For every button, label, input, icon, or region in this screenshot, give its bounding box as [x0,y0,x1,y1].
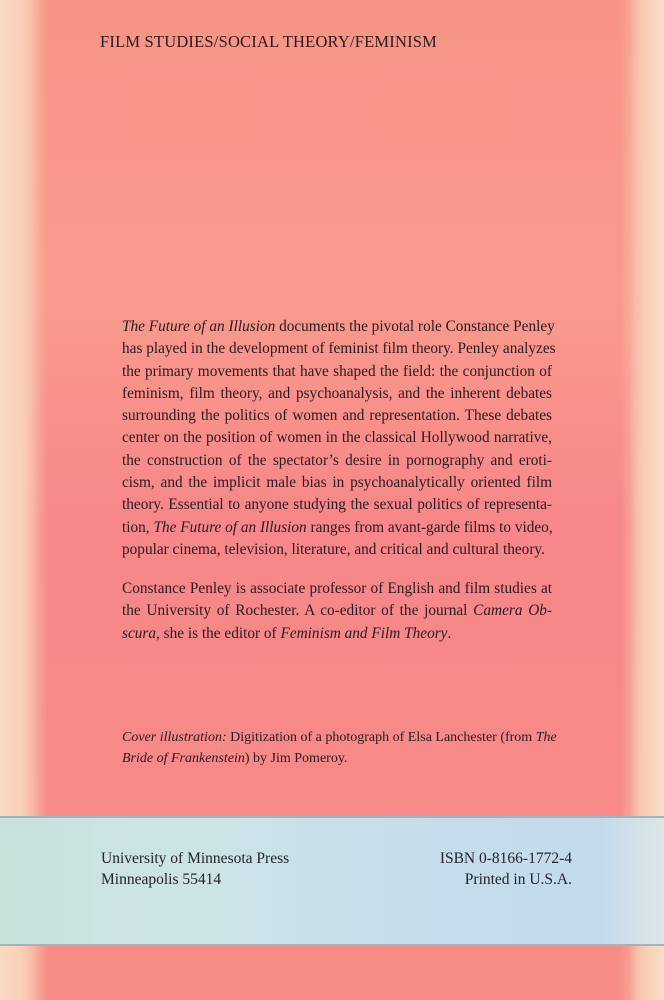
bio-text: the University of Rochester. A co-editor of the journal [122,602,474,620]
author-bio [122,578,552,645]
bio-text: . [447,624,452,642]
book-title-italic: The Future of an Illusion [122,318,276,335]
publisher-info [101,848,289,890]
description-line: popular cinema, television, literature, and critical and cultural theory. [122,540,545,558]
description-line: the primary movements that have shaped the field: the conjunction of [122,362,552,380]
film-title-italic: The [535,730,557,745]
printed-location: Printed in U.S.A. [464,871,572,888]
book-title-italic: The Future of an Illusion [153,518,307,536]
description-text: tion, [122,518,154,536]
description-line: surrounding the politics of women and representation. These debates [122,407,552,425]
description-line: has played in the development of feminist film theory. Penley analyzes [122,340,556,358]
credit-text: ) by Jim Pomeroy. [244,750,348,766]
category-heading: FILM STUDIES/SOCIAL THEORY/FEMINISM [100,32,438,51]
publisher-city: Minneapolis 55414 [101,871,222,888]
publisher-name: University of Minnesota Press [101,850,290,867]
description-line: feminism, film theory, and psychoanalysis, and the inherent debates [122,384,552,402]
description-line: center on the position of women in the classical Hollywood narrative, [122,429,552,447]
description-line: the construction of the spectator’s desire in pornography and eroti- [122,451,552,469]
journal-title-italic: Camera Ob- [473,602,552,620]
edited-book-title-italic: Feminism and Film Theory [280,624,448,642]
isbn-info [440,848,572,890]
description-line [122,316,555,338]
bio-line: Constance Penley is associate professor of English and film studies at [122,580,552,597]
description-line: theory. Essential to anyone studying the sexual politics of representa- [122,496,552,514]
book-description [122,316,556,561]
film-title-italic: Bride of Frankenstein [122,750,245,766]
description-text: documents the pivotal role Constance Penley [275,318,555,335]
credit-label: Cover illustration: [122,730,227,745]
publisher-band [0,816,664,946]
credit-line [122,728,557,749]
description-line [122,517,552,539]
bio-line [122,600,552,622]
description-text: ranges from avant-garde films to video, [306,518,553,536]
description-line: cism, and the implicit male bias in psychoanalytically oriented film [122,474,552,492]
bio-text: , she is the editor of [156,624,281,642]
credit-line [122,749,552,770]
journal-title-italic: scura [122,624,156,642]
credit-text: Digitization of a photograph of Elsa Lanchester (from [226,730,536,745]
cover-credit [122,728,557,769]
isbn-number: ISBN 0-8166-1772-4 [439,850,572,867]
bio-line [122,623,552,645]
